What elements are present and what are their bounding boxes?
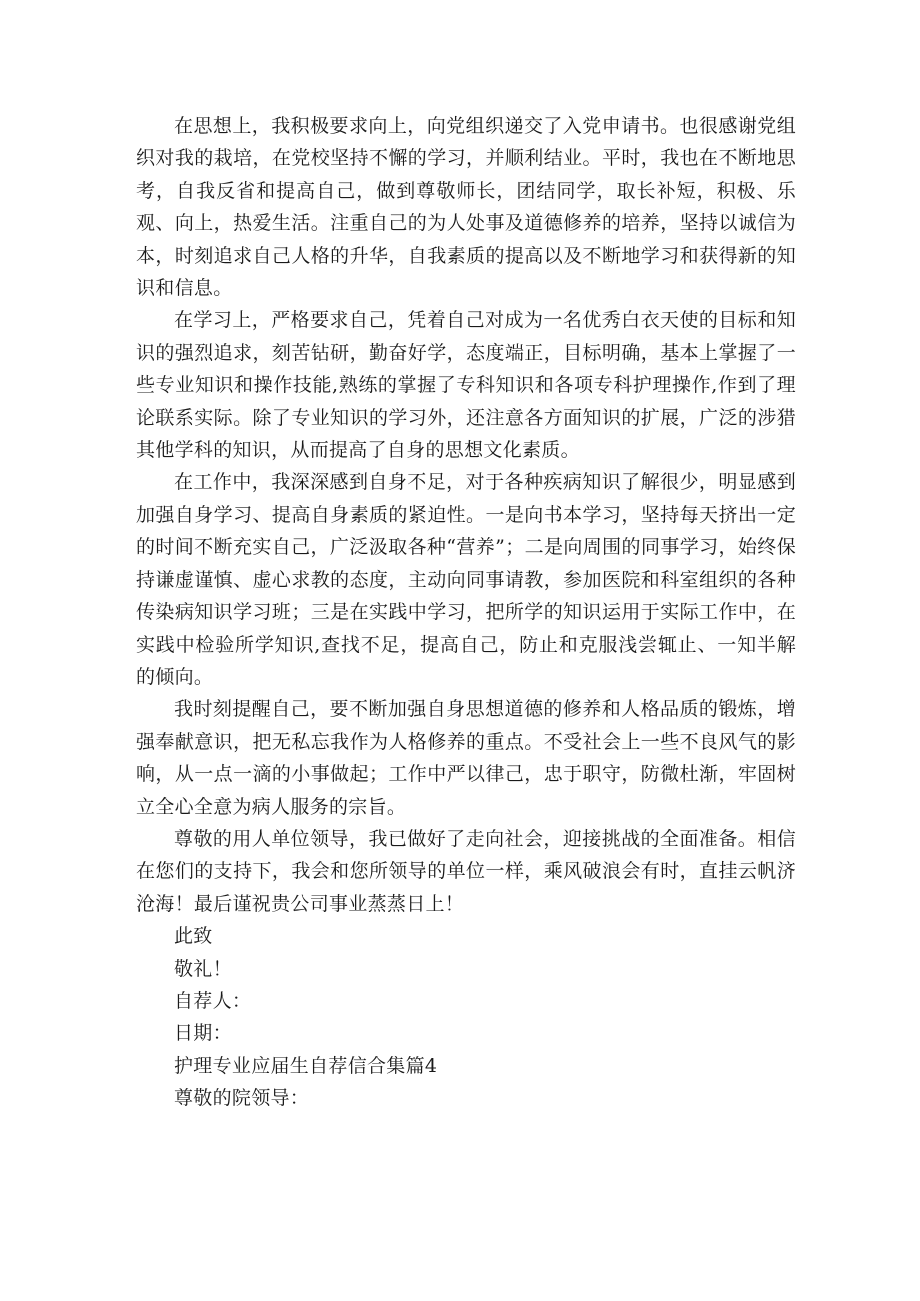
next-letter-title: 护理专业应届生自荐信合集篇4 bbox=[174, 1054, 438, 1077]
next-letter-salutation: 尊敬的院领导： bbox=[174, 1087, 310, 1110]
paragraph-conclusion: 尊敬的用人单位领导，我已做好了走向社会，迎接挑战的全面准备。相信在您们的支持下，我会和您所领导的单位一样，乘风破浪会有时，直挂云帆济沧海！最后谨祝贵公司事业蒸蒸日上！ bbox=[136, 827, 796, 915]
date-label: 日期： bbox=[174, 1022, 232, 1045]
paragraph-work: 在工作中，我深深感到自身不足，对于各种疾病知识了解很少，明显感到加强自身学习、提高自身素质的紧迫性。一是向书本学习，坚持每天挤出一定的时间不断充实自己，广泛汲取各种“营养”；二是向周围的同事学习，始终保持谦虚谨慎、虚心求教的态度，主动向同事请教，参加医院和科室组织的各种传染病知识学习班；三是在实践中学习，把所学的知识运用于实际工作中，在实践中检验所学知识,查找不足，提高自己，防止和克服浅尝辄止、一知半解的倾向。 bbox=[136, 471, 796, 688]
paragraph-self-reminder: 我时刻提醒自己，要不断加强自身思想道德的修养和人格品质的锻炼，增强奉献意识，把无私忘我作为人格修养的重点。不受社会上一些不良风气的影响，从一点一滴的小事做起；工作中严以律己，忠于职守，防微杜渐，牢固树立全心全意为病人服务的宗旨。 bbox=[136, 698, 796, 818]
document-page bbox=[136, 110, 796, 1115]
closing-salute: 敬礼！ bbox=[174, 957, 232, 980]
recommender-label: 自荐人： bbox=[174, 989, 252, 1012]
closing-greeting: 此致 bbox=[174, 925, 213, 948]
paragraph-study: 在学习上，严格要求自己，凭着自己对成为一名优秀白衣天使的目标和知识的强烈追求，刻苦钻研，勤奋好学，态度端正，目标明确，基本上掌握了一些专业知识和操作技能,熟练的掌握了专科知识和各项专科护理操作,作到了理论联系实际。除了专业知识的学习外，还注意各方面知识的扩展，广泛的涉猎其他学科的知识，从而提高了自身的思想文化素质。 bbox=[136, 309, 796, 462]
paragraph-thought: 在思想上，我积极要求向上，向党组织递交了入党申请书。也很感谢党组织对我的栽培，在党校坚持不懈的学习，并顺利结业。平时，我也在不断地思考，自我反省和提高自己，做到尊敬师长，团结同学，取长补短，积极、乐观、向上，热爱生活。注重自己的为人处事及道德修养的培养，坚持以诚信为本，时刻追求自己人格的升华，自我素质的提高以及不断地学习和获得新的知识和信息。 bbox=[136, 115, 796, 300]
